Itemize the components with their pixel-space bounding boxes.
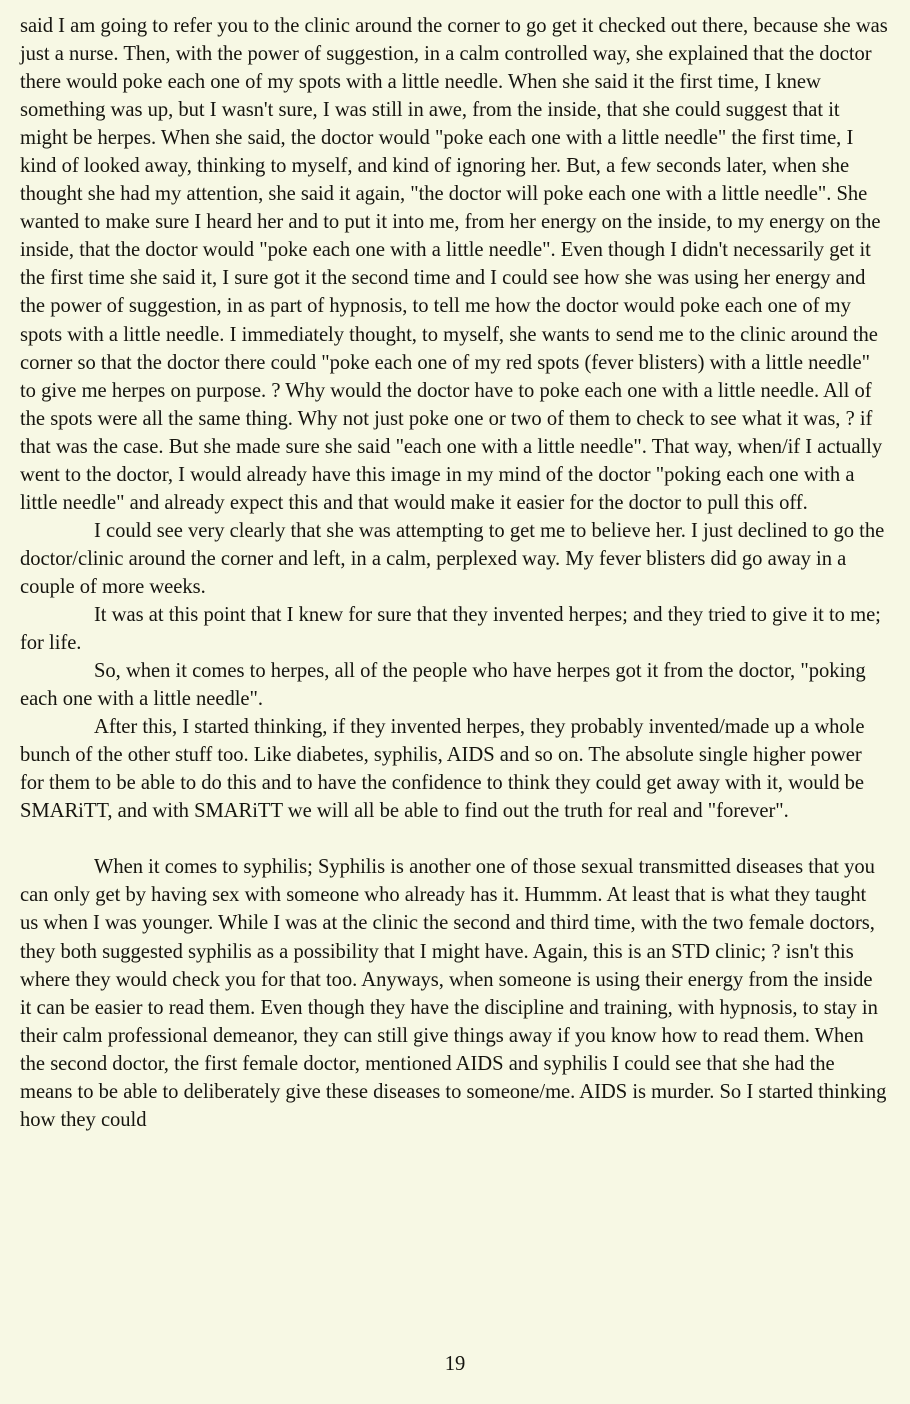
paragraph: It was at this point that I knew for sure that they invented herpes; and they tried to give it to me; for life. [20,603,881,655]
paragraph: When it comes to syphilis; Syphilis is another one of those sexual transmitted diseases that you can only get by having sex with someone who already has it. Hummm. At least that is what they taught us when I was younger. While I was at the clinic the second and third time, with the two female doctors, they both suggested syphilis as a possibility that I might have. Again, this is an STD clinic; ? isn't this where they would check you for that too. Anyways, when someone is using their energy from the inside it can be easier to read them. Even though they have the discipline and training, with hypnosis, to stay in their calm professional demeanor, they can still give things away if you know how to read them. When the second doctor, the first female doctor, mentioned AIDS and syphilis I could see that she had the means to be able to deliberately give these diseases to someone/me. AIDS is murder. So I started thinking how they could [20,856,887,1131]
page-number: 19 [444,1353,466,1375]
paragraph: I could see very clearly that she was attempting to get me to believe her. I just declined to go the doctor/clinic around the corner and left, in a calm, perplexed way. My fever blisters did go away in a couple of more weeks. [20,519,885,598]
paragraph: So, when it comes to herpes, all of the people who have herpes got it from the doctor, "poking each one with a little needle". [20,660,866,711]
page-body-text [20,12,888,1134]
paragraph: said I am going to refer you to the clinic around the corner to go get it checked out there, because she was just a nurse. Then, with the power of suggestion, in a calm controlled way, she explained that the doctor there would poke each one of my spots with a little needle. When she said it the first time, I knew something was up, but I wasn't sure, I was still in awe, from the inside, that she could suggest that it might be herpes. When she said, the doctor would "poke each one with a little needle" the first time, I kind of looked away, thinking to myself, and kind of ignoring her. But, a few seconds later, when she thought she had my attention, she said it again, "the doctor will poke each one with a little needle". She wanted to make sure I heard her and to put it into me, from her energy on the inside, to my energy on the inside, that the doctor would "poke each one with a little needle". Even though I didn't necessarily get it the first time she said it, I sure got it the second time and I could see how she was using her energy and the power of suggestion, in as part of hypnosis, to tell me how the doctor would poke each one of my spots with a little needle. I immediately thought, to myself, she wants to send me to the clinic around the corner so that the doctor there could "poke each one of my red spots (fever blisters) with a little needle" to give me herpes on purpose. ? Why would the doctor have to poke each one with a little needle. All of the spots were all the same thing. Why not just poke one or two of them to check to see what it was, ? if that was the case. But she made sure she said "each one with a little needle". That way, when/if I actually went to the doctor, I would already have this image in my mind of the doctor "poking each one with a little needle" and already expect this and that would make it easier for the doctor to pull this off. [20,15,888,514]
paragraph: After this, I started thinking, if they invented herpes, they probably invented/made up a whole bunch of the other stuff too. Like diabetes, syphilis, AIDS and so on. The absolute single higher power for them to be able to do this and to have the confidence to think they could get away with it, would be SMARiTT, and with SMARiTT we will all be able to find out the truth for real and "forever". [20,716,865,823]
